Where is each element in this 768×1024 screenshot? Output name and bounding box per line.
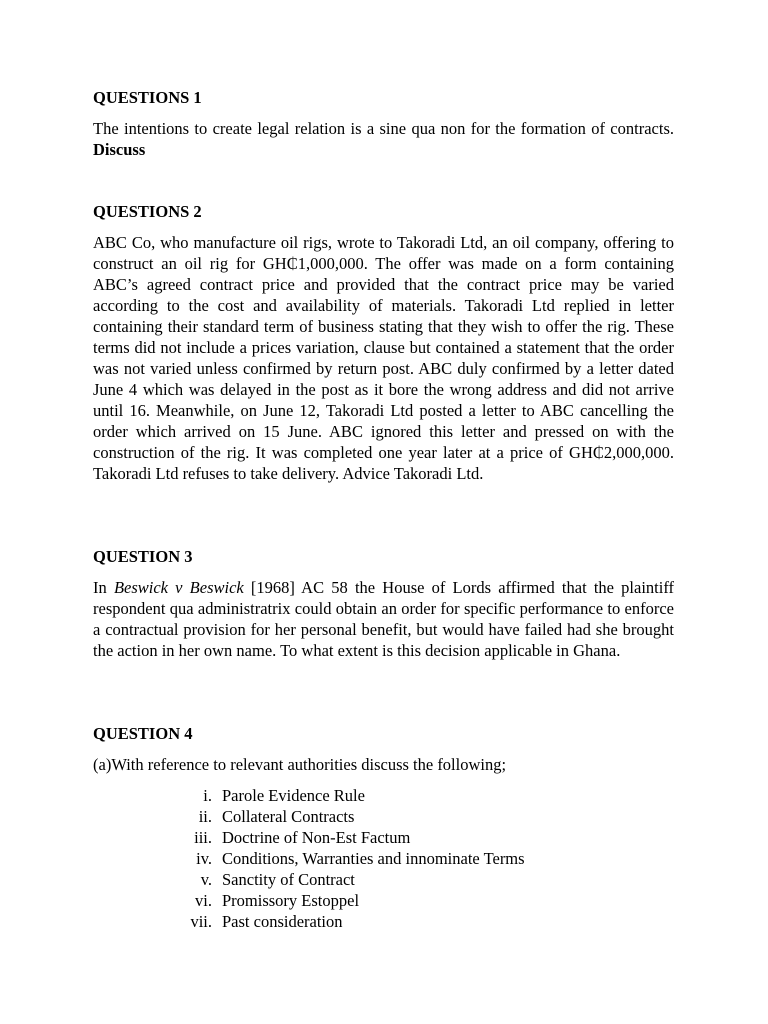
list-item bbox=[150, 827, 670, 848]
list-item bbox=[150, 869, 670, 890]
question-3-text bbox=[93, 577, 674, 661]
question-4-list bbox=[150, 785, 670, 932]
list-item-number: iii. bbox=[194, 828, 212, 847]
list-item-text: Conditions, Warranties and innominate Terms bbox=[222, 849, 525, 868]
question-1-emphasis: Discuss bbox=[93, 140, 146, 159]
list-item-number: vii. bbox=[190, 912, 212, 931]
question-1-heading: QUESTIONS 1 bbox=[93, 88, 202, 107]
list-item-number: iv. bbox=[196, 849, 212, 868]
question-1-text bbox=[93, 118, 674, 160]
question-2-text: ABC Co, who manufacture oil rigs, wrote to Takoradi Ltd, an oil company, offering to construct an oil rig for GH₵1,000,000. The offer was made on a form containing ABC’s agreed contract price and provided that the contract price may be varied according to the cost and availability of materials. Takoradi Ltd replied in letter containing their standard term of business stating that they wish to offer the rig. These terms did not include a prices variation, clause but contained a statement that the order was not varied unless confirmed by return post. ABC duly confirmed by a letter dated June 4 which was delayed in the post as it bore the wrong address and did not arrive until 16. Meanwhile, on June 12, Takoradi Ltd posted a letter to ABC cancelling the order which arrived on 15 June. ABC ignored this letter and pressed on with the construction of the rig. It was completed one year later at a price of GH₵2,000,000. Takoradi Ltd refuses to take delivery. Advice Takoradi Ltd. bbox=[93, 233, 674, 483]
list-item-number: i. bbox=[203, 786, 212, 805]
list-item bbox=[150, 911, 670, 932]
question-1 bbox=[93, 87, 674, 160]
list-item-text: Past consideration bbox=[222, 912, 343, 931]
question-3-after: [1968] AC 58 the House of Lords affirmed that the plaintiff respondent qua administratrix could obtain an order for specific performance to enforce a contractual provision for her personal benefit, but would have failed had she brought the action in her own name. To what extent is this decision applicable in Ghana. bbox=[93, 578, 675, 660]
question-4 bbox=[93, 723, 674, 775]
list-item-text: Collateral Contracts bbox=[222, 807, 355, 826]
list-item-text: Doctrine of Non-Est Factum bbox=[222, 828, 411, 847]
list-item-number: vi. bbox=[195, 891, 212, 910]
list-item bbox=[150, 890, 670, 911]
question-3-before: In bbox=[93, 578, 114, 597]
list-item-number: ii. bbox=[198, 807, 212, 826]
question-4-heading: QUESTION 4 bbox=[93, 724, 193, 743]
case-name: Beswick v Beswick bbox=[113, 578, 244, 597]
list-item-text: Promissory Estoppel bbox=[222, 891, 360, 910]
list-item bbox=[150, 806, 670, 827]
question-2 bbox=[93, 201, 674, 484]
question-4-intro: (a)With reference to relevant authorities discuss the following; bbox=[93, 755, 507, 774]
list-item bbox=[150, 785, 670, 806]
list-item-number: v. bbox=[200, 870, 212, 889]
question-2-heading: QUESTIONS 2 bbox=[93, 202, 202, 221]
question-3-heading: QUESTION 3 bbox=[93, 547, 193, 566]
list-item-text: Parole Evidence Rule bbox=[222, 786, 365, 805]
list-item bbox=[150, 848, 670, 869]
question-1-body: The intentions to create legal relation is a sine qua non for the formation of contracts. bbox=[93, 119, 674, 138]
question-3 bbox=[93, 546, 674, 661]
list-item-text: Sanctity of Contract bbox=[222, 870, 355, 889]
